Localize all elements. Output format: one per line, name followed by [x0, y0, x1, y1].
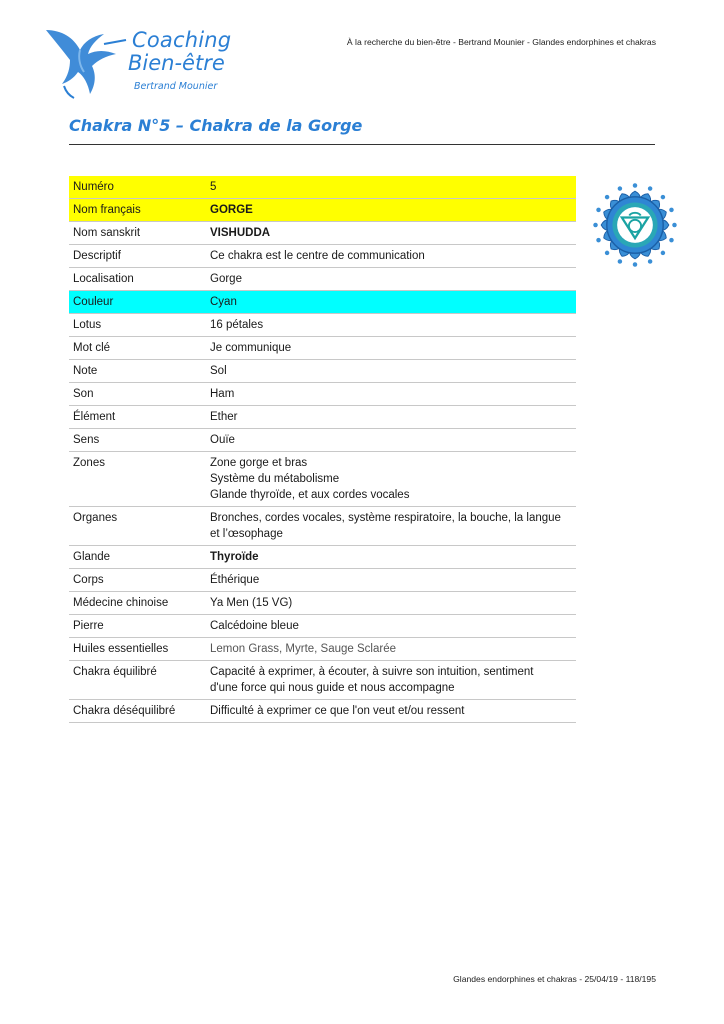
row-value [206, 337, 576, 360]
row-label: Organes [69, 507, 206, 546]
table-row [69, 546, 576, 569]
table-row [69, 314, 576, 337]
row-value-line: Capacité à exprimer, à écouter, à suivre son intuition, sentiment [210, 666, 534, 678]
row-label: Élément [69, 406, 206, 429]
lotus-petal-tip [596, 207, 602, 213]
row-value-line: Lemon Grass, Myrte, Sauge Sclarée [210, 643, 396, 655]
table-row [69, 615, 576, 638]
lotus-petal-tip [672, 223, 677, 228]
lotus-petal-tip [633, 262, 638, 267]
row-value-line: Glande thyroïde, et aux cordes vocales [210, 489, 410, 501]
table-row [69, 268, 576, 291]
row-value-line: Calcédoine bleue [210, 620, 299, 632]
row-value [206, 176, 576, 199]
throat-chakra-icon [588, 178, 682, 272]
table-row [69, 337, 576, 360]
row-value-line: Thyroïde [210, 551, 259, 563]
lotus-petal-tip [660, 250, 666, 256]
row-value [206, 546, 576, 569]
lotus-petal-tip [604, 194, 610, 200]
brand-logo [44, 24, 244, 104]
lotus-petal-tip [617, 259, 623, 265]
row-value [206, 615, 576, 638]
row-label: Couleur [69, 291, 206, 314]
row-value-line: Éthérique [210, 574, 260, 586]
table-row [69, 452, 576, 507]
page-footer: Glandes endorphines et chakras - 25/04/19 - 118/195 [453, 974, 656, 984]
row-value [206, 222, 576, 245]
row-value [206, 291, 576, 314]
hummingbird-icon [44, 24, 130, 102]
lotus-petal-tip [669, 237, 675, 243]
row-value [206, 268, 576, 291]
lotus-petal-tip [647, 186, 653, 192]
row-value [206, 638, 576, 661]
row-label: Glande [69, 546, 206, 569]
row-value-line: VISHUDDA [210, 227, 271, 239]
row-label: Son [69, 383, 206, 406]
row-value-line: 5 [210, 181, 217, 193]
row-value [206, 700, 576, 723]
lotus-petal-tip [617, 186, 623, 192]
row-value-line: Zone gorge et bras [210, 457, 308, 469]
row-label: Mot clé [69, 337, 206, 360]
title-divider [69, 144, 655, 145]
row-value-line: Ether [210, 411, 238, 423]
table-row [69, 592, 576, 615]
table-row [69, 383, 576, 406]
row-value-line: Difficulté à exprimer ce que l'on veut et/ou ressent [210, 705, 465, 717]
lotus-petal-tip [669, 207, 675, 213]
row-value-line: Cyan [210, 296, 237, 308]
row-value [206, 592, 576, 615]
table-row [69, 222, 576, 245]
table-row [69, 245, 576, 268]
row-label: Nom français [69, 199, 206, 222]
row-value-line: Bronches, cordes vocales, système respiratoire, la bouche, la langue [210, 512, 561, 524]
row-label: Corps [69, 569, 206, 592]
row-value [206, 661, 576, 700]
row-label: Chakra équilibré [69, 661, 206, 700]
row-value [206, 507, 576, 546]
row-label: Descriptif [69, 245, 206, 268]
row-label: Numéro [69, 176, 206, 199]
lotus-petal-tip [593, 223, 598, 228]
row-label: Localisation [69, 268, 206, 291]
lotus-petal-tip [647, 259, 653, 265]
row-value-line: Ham [210, 388, 235, 400]
logo-text-bien-etre: Bien-être [128, 51, 225, 75]
row-value-line: d'une force qui nous guide et nous accompagne [210, 682, 455, 694]
table-row [69, 661, 576, 700]
logo-text-author: Bertrand Mounier [134, 81, 218, 92]
lotus-petal-tip [633, 183, 638, 188]
row-label: Pierre [69, 615, 206, 638]
table-row [69, 406, 576, 429]
table-row [69, 700, 576, 723]
row-label: Sens [69, 429, 206, 452]
table-row [69, 569, 576, 592]
row-value [206, 429, 576, 452]
lotus-petal-tip [596, 237, 602, 243]
table-row [69, 429, 576, 452]
table-row [69, 507, 576, 546]
table-row [69, 360, 576, 383]
lotus-petal-tip [660, 194, 666, 200]
row-value-line: et l’œsophage [210, 528, 283, 540]
table-row [69, 638, 576, 661]
row-value-line: Ouïe [210, 434, 235, 446]
header-reference: À la recherche du bien-être - Bertrand Mounier - Glandes endorphines et chakras [346, 37, 656, 47]
row-value-line: Gorge [210, 273, 242, 285]
row-value [206, 314, 576, 337]
row-label: Note [69, 360, 206, 383]
row-value-line: Sol [210, 365, 227, 377]
row-value [206, 452, 576, 507]
table-row [69, 199, 576, 222]
row-value [206, 569, 576, 592]
row-label: Huiles essentielles [69, 638, 206, 661]
row-value [206, 406, 576, 429]
lotus-petal-tip [604, 250, 610, 256]
page-title: Chakra N°5 – Chakra de la Gorge [69, 116, 363, 135]
row-value [206, 360, 576, 383]
row-value-line: Ya Men (15 VG) [210, 597, 293, 609]
table-row [69, 291, 576, 314]
row-label: Médecine chinoise [69, 592, 206, 615]
row-value [206, 383, 576, 406]
row-value-line: Je communique [210, 342, 292, 354]
row-label: Chakra déséquilibré [69, 700, 206, 723]
row-value-line: GORGE [210, 204, 253, 216]
row-value-line: Ce chakra est le centre de communication [210, 250, 425, 262]
row-value [206, 199, 576, 222]
row-value-line: Système du métabolisme [210, 473, 340, 485]
chakra-info-table [69, 176, 576, 723]
row-label: Lotus [69, 314, 206, 337]
logo-text-coaching: Coaching [132, 28, 232, 52]
row-label: Nom sanskrit [69, 222, 206, 245]
row-label: Zones [69, 452, 206, 507]
row-value-line: 16 pétales [210, 319, 264, 331]
table-row [69, 176, 576, 199]
row-value [206, 245, 576, 268]
